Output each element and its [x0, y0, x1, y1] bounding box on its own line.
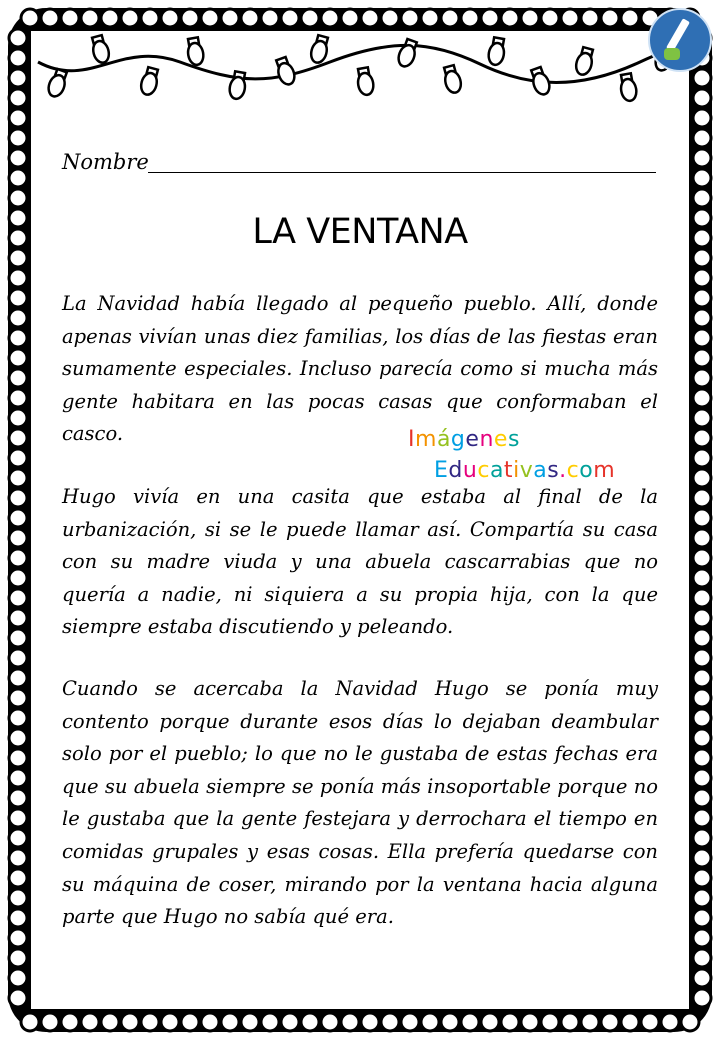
- pencil-icon: [666, 18, 690, 51]
- paragraph-3: Cuando se acercaba la Navidad Hugo se ponía muy contento porque durante esos días lo dejaban deambular solo por el pueblo; lo que no le gustaba de estas fechas era que su abuela siempre se ponía más insoportable porque no le gustaba que la gente festejara y derrochara el tiempo en comidas grupales y esas cosas. Ella prefería quedarse con su máquina de coser, mirando por la ventana hacia alguna parte que Hugo no sabía qué era.: [62, 677, 658, 929]
- christmas-lights-garland: [0, 0, 720, 140]
- imagenes-educativas-logo: [648, 8, 712, 72]
- figure-icon: [664, 48, 680, 60]
- paragraph-2: Hugo vivía en una casita que estaba al final de la urbanización, si se le puede llamar así. Compartía su casa con su madre viuda y una abuela cascarrabias que no quería a nadie, ni siquiera a su propia hija, con la que siempre estaba discutiendo y peleando.: [62, 485, 658, 639]
- name-label: Nombre: [62, 150, 149, 174]
- watermark-line-2: Educativas.com: [434, 458, 616, 483]
- paragraph-1: La Navidad había llegado al pequeño pueblo. Allí, donde apenas vivían unas diez familias, los días de las fiestas eran sumamente especiales. Incluso parecía como si mucha más gente habitara en las pocas casas que conformaban el casco.: [62, 292, 658, 446]
- name-writing-line[interactable]: [148, 172, 656, 173]
- page-title: LA VENTANA: [252, 212, 468, 252]
- name-field[interactable]: [62, 150, 658, 178]
- watermark-line-1: Imágenes: [408, 427, 520, 452]
